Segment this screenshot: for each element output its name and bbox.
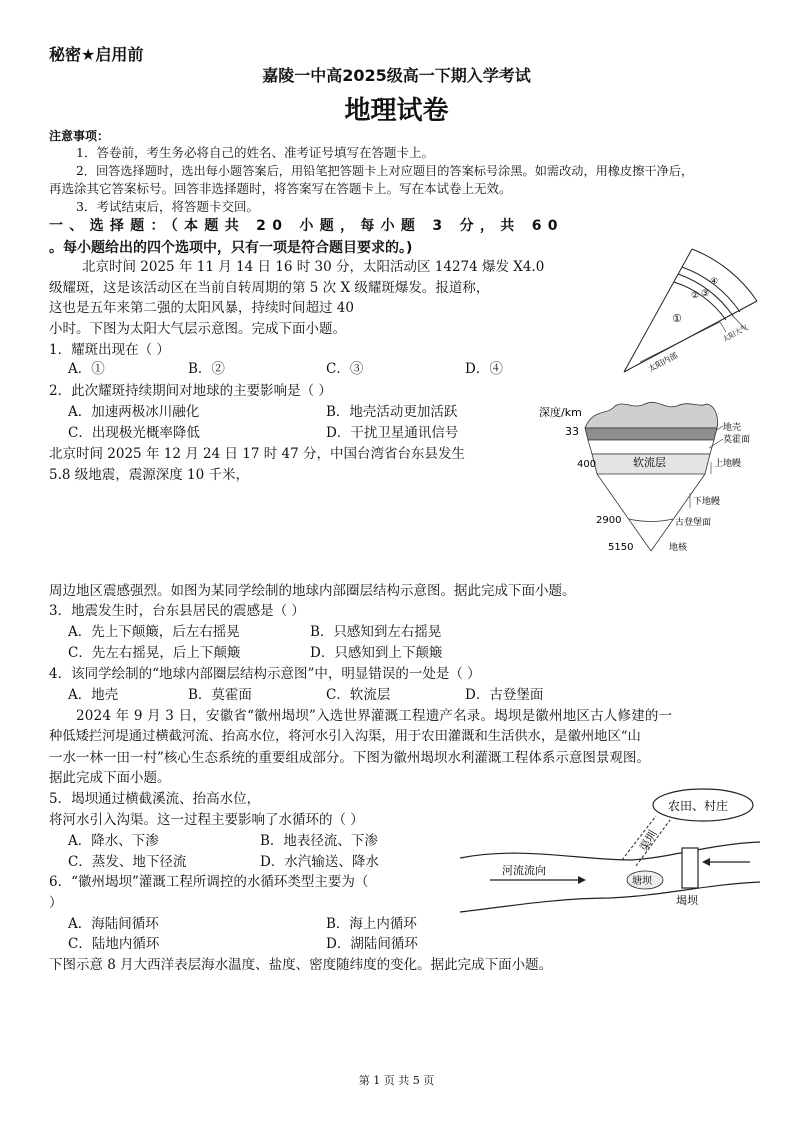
- depth-axis-label: 深度/km: [539, 406, 582, 419]
- passage3-line1: 2024 年 9 月 3 日，安徽省“徽州堨坝”入选世界灌溉工程遗产名录。堨坝是徽州地区古人修建的一: [76, 708, 673, 724]
- q4-option-d[interactable]: D．古登堡面: [465, 687, 544, 703]
- river-bank-bottom: [460, 882, 760, 912]
- q2-option-b[interactable]: B．地壳活动更加活跃: [326, 404, 458, 420]
- q1-option-b[interactable]: B．②: [188, 361, 225, 377]
- q4-option-a[interactable]: A．地壳: [68, 687, 119, 703]
- sun-label-inner: 太阳内部: [646, 350, 680, 374]
- q5-option-c[interactable]: C．蒸发、地下径流: [68, 854, 187, 870]
- passage3-line4: 据此完成下面小题。: [49, 770, 171, 786]
- q5-stem-line2: 将河水引入沟渠。这一过程主要影响了水循环的（ ）: [49, 812, 364, 828]
- q6-stem-line2: ）: [49, 895, 63, 911]
- q3-option-c[interactable]: C．先左右摇晃，后上下颠簸: [68, 645, 241, 661]
- gutenberg-line: [629, 519, 673, 522]
- subject-title: 地理试卷: [344, 96, 449, 126]
- sun-label-2: ②: [691, 291, 700, 301]
- q5-option-a[interactable]: A．降水、下渗: [68, 833, 159, 849]
- note-2b: 再选涂其它答案标号。回答非选择题时，将答案写在答题卡上。写在本试卷上无效。: [49, 181, 512, 196]
- q6-option-d[interactable]: D．湖陆间循环: [326, 936, 418, 952]
- q2-stem: 2．此次耀斑持续期间对地球的主要影响是（ ）: [49, 383, 332, 399]
- q4-option-b[interactable]: B．莫霍面: [188, 687, 252, 703]
- q1-stem: 1．耀斑出现在（ ）: [49, 342, 170, 358]
- sun-label-3: ③: [701, 289, 710, 299]
- passage2-line1: 北京时间 2025 年 12 月 24 日 17 时 47 分，中国台湾省台东县发生: [49, 446, 465, 462]
- exam-title: 嘉陵一中高2025级高一下期入学考试: [262, 66, 531, 85]
- q1-option-c[interactable]: C．③: [326, 361, 364, 377]
- note-1: 1．答卷前，考生务必将自己的姓名、准考证号填写在答题卡上。: [76, 145, 434, 160]
- notes-heading: 注意事项：: [49, 129, 110, 143]
- earth-interior-diagram: [533, 396, 773, 561]
- passage3-line2: 种低矮拦河堤通过横截河流、抬高水位，将河水引入沟渠，用于农田灌溉和生活供水，是徽州地区“山: [49, 729, 641, 744]
- passage3-line3: 一水一林一田一村”核心生态系统的重要组成部分。下图为徽州堨坝水利灌溉工程体系示意图景观图。: [49, 750, 650, 766]
- q6-stem-line1: 6．“徽州堨坝”灌溉工程所调控的水循环类型主要为（: [49, 874, 369, 890]
- label-weir: 堨坝: [676, 894, 698, 907]
- confidential-mark: 秘密★启用前: [49, 45, 144, 64]
- depth-2900: 2900: [596, 515, 622, 526]
- label-crust: 地壳: [723, 423, 742, 433]
- depth-33: 33: [565, 425, 579, 438]
- label-lower-mantle: 下地幔: [693, 497, 721, 507]
- moho-band: [588, 440, 714, 454]
- flow-arrow-head: [578, 876, 586, 884]
- note-3: 3．考试结束后，将答题卡交回。: [76, 199, 259, 214]
- q5-stem-line1: 5．堨坝通过横截溪流、抬高水位，: [49, 791, 261, 807]
- label-upper-mantle: 上地幔: [714, 459, 742, 469]
- q4-stem: 4．该同学绘制的“地球内部圈层结构示意图”中，明显错误的一处是（ ）: [49, 666, 481, 682]
- q3-option-b[interactable]: B．只感知到左右摇晃: [310, 624, 442, 640]
- q3-option-d[interactable]: D．只感知到上下颠簸: [310, 645, 443, 661]
- q3-option-a[interactable]: A．先上下颠簸，后左右摇晃: [68, 624, 240, 640]
- backwater-arrow-head: [702, 858, 710, 866]
- sun-label-4: ④: [710, 277, 719, 287]
- passage1-line3: 这也是五年来第二强的太阳风暴，持续时间超过 40: [49, 300, 354, 316]
- label-moho: 莫霍面: [723, 435, 751, 445]
- section-heading-line1: 一、选择题：（本题共 20 小题，每小题 3 分，共 60: [49, 218, 564, 234]
- mountain-surface: [585, 402, 718, 428]
- passage1-line4: 小时。下图为太阳大气层示意图。完成下面小题。: [49, 321, 346, 337]
- crust-band: [585, 428, 717, 440]
- sun-label-outer: 太阳大气: [721, 323, 750, 344]
- q3-stem: 3．地震发生时，台东县居民的震感是（ ）: [49, 603, 305, 619]
- q1-option-a[interactable]: A．①: [68, 361, 105, 377]
- label-village: 农田、村庄: [668, 799, 729, 813]
- passage2-line3: 周边地区震感强烈。如图为某同学绘制的地球内部圈层结构示意图。据此完成下面小题。: [49, 583, 576, 599]
- q5-option-d[interactable]: D．水汽输送、降水: [260, 854, 379, 870]
- q5-option-b[interactable]: B．地表径流、下渗: [260, 833, 378, 849]
- passage1-line2: 级耀斑，这是该活动区在当前自转周期的第 5 次 X 级耀斑爆发。报道称，: [49, 280, 490, 296]
- label-pond: 塘坝: [632, 876, 652, 887]
- label-canal: 渠圳: [637, 827, 660, 854]
- q6-option-c[interactable]: C．陆地内循环: [68, 936, 160, 952]
- q1-option-d[interactable]: D．④: [465, 361, 503, 377]
- weir-block: [682, 848, 698, 888]
- q2-option-c[interactable]: C．出现极光概率降低: [68, 425, 200, 441]
- label-core: 地核: [669, 543, 688, 553]
- depth-5150: 5150: [608, 542, 634, 553]
- note-2a: 2．回答选择题时，选出每小题答案后，用铅笔把答题卡上对应题目的答案标号涂黑。如需改动，用橡皮擦干净后，: [76, 164, 694, 178]
- sun-atmosphere-diagram: [620, 246, 760, 376]
- passage2-line2: 5.8 级地震，震源深度 10 千米，: [49, 467, 250, 483]
- weir-irrigation-diagram: [460, 786, 770, 916]
- q6-option-b[interactable]: B．海上内循环: [326, 916, 417, 932]
- label-gutenberg: 古登堡面: [675, 518, 712, 528]
- label-flow: 河流流向: [502, 864, 546, 877]
- depth-400: 400: [577, 459, 597, 470]
- river-bank-top: [460, 842, 760, 860]
- sun-layer-arc-1: [682, 267, 740, 312]
- section-heading-line2: 。每小题给出的四个选项中，只有一项是符合题目要求的。): [49, 240, 413, 256]
- q6-option-a[interactable]: A．海陆间循环: [68, 916, 159, 932]
- passage1-line1: 北京时间 2025 年 11 月 14 日 16 时 30 分，太阳活动区 14274 爆发 X4.0: [82, 259, 545, 275]
- sun-inner-pointer: [640, 322, 720, 362]
- q2-option-d[interactable]: D．干扰卫星通讯信号: [326, 425, 459, 441]
- label-asthenosphere: 软流层: [633, 456, 666, 469]
- q2-option-a[interactable]: A．加速两极冰川融化: [68, 404, 200, 420]
- sun-label-1: ①: [672, 312, 682, 325]
- page-footer: 第 1 页 共 5 页: [358, 1074, 435, 1087]
- q4-option-c[interactable]: C．软流层: [326, 687, 391, 703]
- passage4: 下图示意 8 月大西洋表层海水温度、盐度、密度随纬度的变化。据此完成下面小题。: [49, 957, 553, 973]
